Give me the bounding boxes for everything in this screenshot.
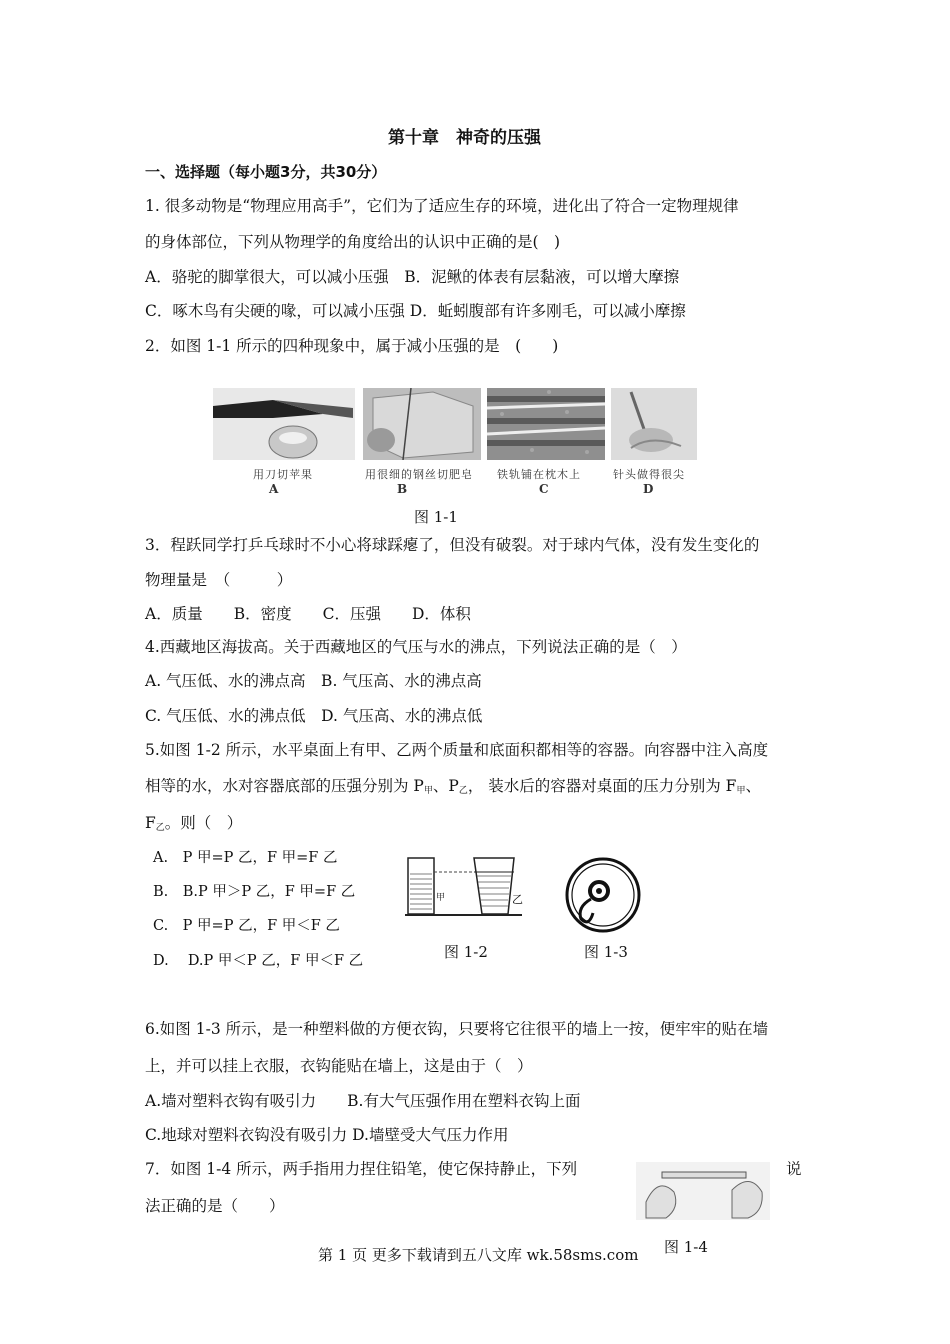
fig1-2-yi: 乙 — [512, 893, 523, 906]
q5-option-c: C. P 甲=P 乙，F 甲＜F 乙 — [153, 918, 340, 934]
q3-line1: 3．程跃同学打乒乓球时不小心将球踩瘪了，但没有破裂。对于球内气体，没有发生变化的 — [145, 536, 760, 554]
q6-options-cd: C.地球对塑料衣钩没有吸引力 D.墙壁受大气压力作用 — [145, 1126, 509, 1144]
q7-line2: 法正确的是（ ） — [145, 1197, 285, 1215]
figure-1-3 — [563, 857, 643, 933]
fig1-1-letter-d: D — [643, 482, 654, 496]
q4-line1: 4.西藏地区海拔高。关于西藏地区的气压与水的沸点，下列说法正确的是（ ） — [145, 638, 687, 656]
fig1-1-letter-a: A — [269, 482, 279, 496]
fig1-1-label-d: 针头做得很尖 — [613, 468, 685, 481]
fig1-1-label-a: 用刀切苹果 — [253, 468, 313, 481]
section-heading: 一、选择题（每小题3分，共30分） — [145, 163, 387, 181]
q5-line2: 相等的水，水对容器底部的压强分别为 $P_甲$、$P_乙$， 装水后的容器对桌面的压力分别为 $F_甲$、 — [145, 777, 761, 796]
fig1-2-caption: 图 1-2 — [444, 943, 488, 961]
q6-line1: 6.如图 1-3 所示，是一种塑料做的方便衣钩，只要将它往很平的墙上一按，便牢牢的贴在墙 — [145, 1020, 769, 1038]
q6-line2: 上，并可以挂上衣服，衣钩能贴在墙上，这是由于（ ） — [145, 1057, 533, 1075]
q1-line1: 1. 很多动物是“物理应用高手”，它们为了适应生存的环境，进化出了符合一定物理规律 — [145, 197, 739, 215]
q5-line1: 5.如图 1-2 所示，水平桌面上有甲、乙两个质量和底面积都相等的容器。向容器中注入高度 — [145, 741, 769, 759]
q1-line2: 的身体部位，下列从物理学的角度给出的认识中正确的是( ) — [145, 233, 561, 251]
fig1-1-label-c: 铁轨铺在枕木上 — [497, 468, 581, 481]
photo-wire-soap — [363, 388, 481, 460]
photo-needle — [611, 388, 697, 460]
q3-options: A．质量 B．密度 C．压强 D．体积 — [145, 605, 471, 623]
q3-line2: 物理量是 （ ） — [145, 571, 293, 589]
q7-line1: 7．如图 1-4 所示，两手指用力捏住铅笔，使它保持静止，下列 — [145, 1160, 578, 1178]
page-footer: 第 1 页 更多下载请到五八文库 wk.58sms.com — [318, 1246, 639, 1264]
q1-options-ab: A．骆驼的脚掌很大，可以减小压强 B．泥鳅的体表有层黏液，可以增大摩擦 — [145, 268, 680, 286]
q4-options-cd: C. 气压低、水的沸点低 D. 气压高、水的沸点低 — [145, 707, 483, 725]
fig1-1-letter-b: B — [397, 482, 408, 496]
q2-line1: 2．如图 1-1 所示的四种现象中，属于减小压强的是 ( ) — [145, 337, 559, 355]
fig1-4-caption: 图 1-4 — [664, 1238, 708, 1256]
figure-1-1 — [213, 388, 697, 498]
q6-options-ab: A.墙对塑料衣钩有吸引力 B.有大气压强作用在塑料衣钩上面 — [145, 1092, 581, 1110]
fig1-1-letter-c: C — [539, 482, 549, 496]
fig1-3-caption: 图 1-3 — [584, 943, 628, 961]
fig1-2-jia: 甲 — [436, 893, 446, 903]
figure-1-4 — [636, 1162, 770, 1220]
photo-knife-apple — [213, 388, 355, 460]
q1-options-cd: C．啄木鸟有尖硬的喙，可以减小压强 D．蚯蚓腹部有许多刚毛，可以减小摩擦 — [145, 302, 686, 320]
q4-options-ab: A. 气压低、水的沸点高 B. 气压高、水的沸点高 — [145, 672, 482, 690]
figure-1-2 — [400, 852, 525, 922]
q7-line1-end: 说 — [786, 1160, 802, 1178]
q5-line3: $F_乙$。则（ ） — [145, 814, 243, 833]
photo-rail-sleepers — [487, 388, 605, 460]
page-title: 第十章 神奇的压强 — [388, 128, 541, 148]
q5-option-a: A. P 甲=P 乙，F 甲=F 乙 — [153, 850, 338, 866]
fig1-1-label-b: 用很细的钢丝切肥皂 — [365, 468, 473, 481]
q5-option-b: B. B.P 甲＞P 乙，F 甲=F 乙 — [153, 884, 356, 900]
fig1-1-caption: 图 1-1 — [414, 508, 458, 526]
q5-option-d: D. D.P 甲＜P 乙，F 甲＜F 乙 — [153, 953, 364, 969]
